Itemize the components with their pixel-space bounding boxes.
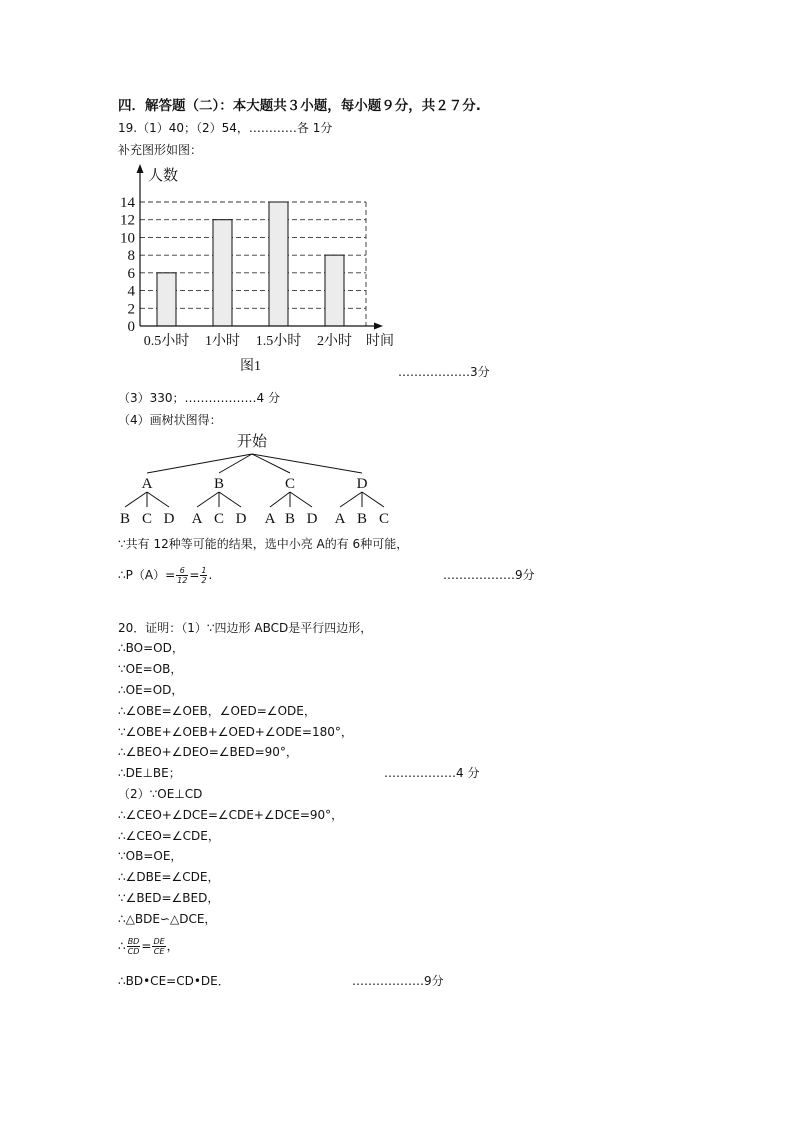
frac2-den: 2 (201, 576, 207, 585)
q20-line10: ∴∠CEO+∠DCE=∠CDE+∠DCE=90°， (118, 808, 344, 822)
tree-leaf-label: A (334, 511, 346, 527)
bar (269, 202, 288, 326)
fraction-6-12 (176, 566, 188, 585)
x-axis-arrow (374, 323, 383, 330)
x-tick-label: 0.5小时 (143, 334, 190, 349)
equals-sign: = (189, 568, 200, 582)
y-tick-label: 0 (127, 319, 135, 335)
tree-sub-branch (147, 492, 169, 507)
q20-line3: ∵OE=OB， (118, 662, 183, 676)
q20-line4: ∴OE=OD， (118, 683, 184, 697)
y-tick-label: 10 (120, 230, 135, 247)
frac2-num: 1 (201, 566, 207, 575)
q20-line12: ∵OB=OE， (118, 849, 183, 863)
tree-lines (125, 454, 384, 507)
q19-score3: ………………3分 (398, 365, 490, 379)
tree-sub-branch (270, 492, 290, 507)
tree-sub-branch (125, 492, 147, 507)
x-tick-label: 2小时 (317, 334, 352, 349)
y-tick-label: 4 (127, 283, 135, 300)
q19-line6-prefix: ∴P（A）= (118, 568, 176, 582)
y-tick-label: 12 (120, 212, 135, 229)
section-title: 四．解答题（二）：本大题共３小题，每小题９分，共２７分. (118, 98, 481, 114)
q19-line2: 补充图形如图： (118, 143, 203, 157)
chart-x-ticks (144, 333, 352, 349)
q19-line6 (118, 566, 212, 585)
tree-sub-branch (340, 492, 362, 507)
q20-line9: （2）∵OE⊥CD (118, 787, 203, 801)
frac-ce: CE (153, 947, 165, 956)
tree-leaf-label: A (264, 511, 276, 527)
q20-score9: ………………9分 (352, 974, 444, 988)
tree-node-label: A (141, 476, 153, 492)
q19-line5: ∵共有 12种等可能的结果，选中小亮 A的有 6种可能， (118, 537, 409, 551)
q20-line16 (118, 937, 179, 956)
tree-leaf-label: B (284, 511, 296, 527)
bar (213, 220, 232, 326)
tree-leaf-label: D (163, 511, 175, 527)
q20-line11: ∴∠CEO=∠CDE， (118, 829, 220, 843)
frac1-num: 6 (176, 566, 188, 576)
tree-node-label: B (213, 476, 225, 492)
tree-leaf-label: D (235, 511, 247, 527)
tree-node-label: C (284, 476, 296, 492)
y-axis-arrow (137, 164, 144, 173)
tree-labels (120, 433, 389, 527)
q20-equals-sign: = (141, 939, 152, 953)
frac-bd: BD (127, 937, 140, 946)
tree-sub-branch (362, 492, 384, 507)
q20-score4: ………………4 分 (384, 766, 480, 780)
tree-leaf-label: C (141, 511, 153, 527)
x-axis-label: 时间 (366, 334, 394, 349)
chart-caption: 图1 (240, 359, 261, 374)
frac1-den: 12 (177, 576, 188, 585)
fraction-bd-cd (127, 937, 141, 956)
q20-line15: ∴△BDE∽△DCE， (118, 912, 217, 926)
q19-line4: （4）画树状图得： (118, 413, 222, 427)
chart-y-ticks (120, 195, 136, 335)
frac-de: DE (153, 937, 165, 946)
bar (325, 255, 344, 326)
y-tick-label: 2 (127, 301, 135, 318)
y-tick-label: 6 (127, 265, 135, 282)
y-tick-label: 8 (127, 248, 135, 265)
q20-line6: ∵∠OBE+∠OEB+∠OED+∠ODE=180°， (118, 725, 353, 739)
tree-node-label: D (356, 476, 368, 492)
q20-line17: ∴BD•CE=CD•DE． (118, 974, 230, 988)
q19-line3: （3）330；………………4 分 (118, 391, 280, 405)
y-axis-label: 人数 (148, 168, 179, 184)
tree-leaf-label: A (191, 511, 203, 527)
tree-branch (252, 454, 362, 473)
tree-sub-branch (219, 492, 241, 507)
bar-chart (110, 160, 410, 378)
frac-cd: CD (127, 947, 140, 956)
tree-leaf-label: B (119, 511, 131, 527)
fraction-de-ce (152, 937, 165, 956)
chart-bars (157, 202, 344, 326)
tree-leaf-label: B (356, 511, 368, 527)
q20-line8: ∴DE⊥BE； (118, 766, 181, 780)
q19-line1: 19.（1）40；（2）54，…………各 1分 (118, 121, 333, 135)
q19-line6-suffix: . (208, 568, 213, 582)
tree-leaf-label: D (306, 511, 318, 527)
fraction-1-2 (200, 566, 207, 585)
q20-line1: 20．证明：（1）∵四边形 ABCD是平行四边形， (118, 621, 373, 635)
q20-line14: ∵∠BED=∠BED， (118, 891, 220, 905)
q19-score9: ………………9分 (443, 568, 535, 582)
x-tick-label: 1.5小时 (255, 334, 302, 349)
q20-line5: ∴∠OBE=∠OEB，∠OED=∠ODE， (118, 704, 316, 718)
y-tick-label: 14 (120, 195, 135, 211)
tree-leaf-label: C (213, 511, 225, 527)
tree-sub-branch (290, 492, 312, 507)
tree-root-label: 开始 (236, 434, 268, 450)
q20-line7: ∴∠BEO+∠DEO=∠BED=90°， (118, 745, 298, 759)
x-tick-label: 1小时 (205, 334, 240, 349)
tree-sub-branch (197, 492, 219, 507)
q20-line2: ∴BO=OD， (118, 641, 184, 655)
q20-line13: ∴∠DBE=∠CDE， (118, 870, 220, 884)
q20-line16-prefix: ∴ (118, 939, 126, 953)
bar (157, 273, 176, 326)
tree-leaf-label: C (378, 511, 390, 527)
q20-line16-suffix: ， (166, 939, 179, 953)
tree-diagram (112, 430, 402, 530)
